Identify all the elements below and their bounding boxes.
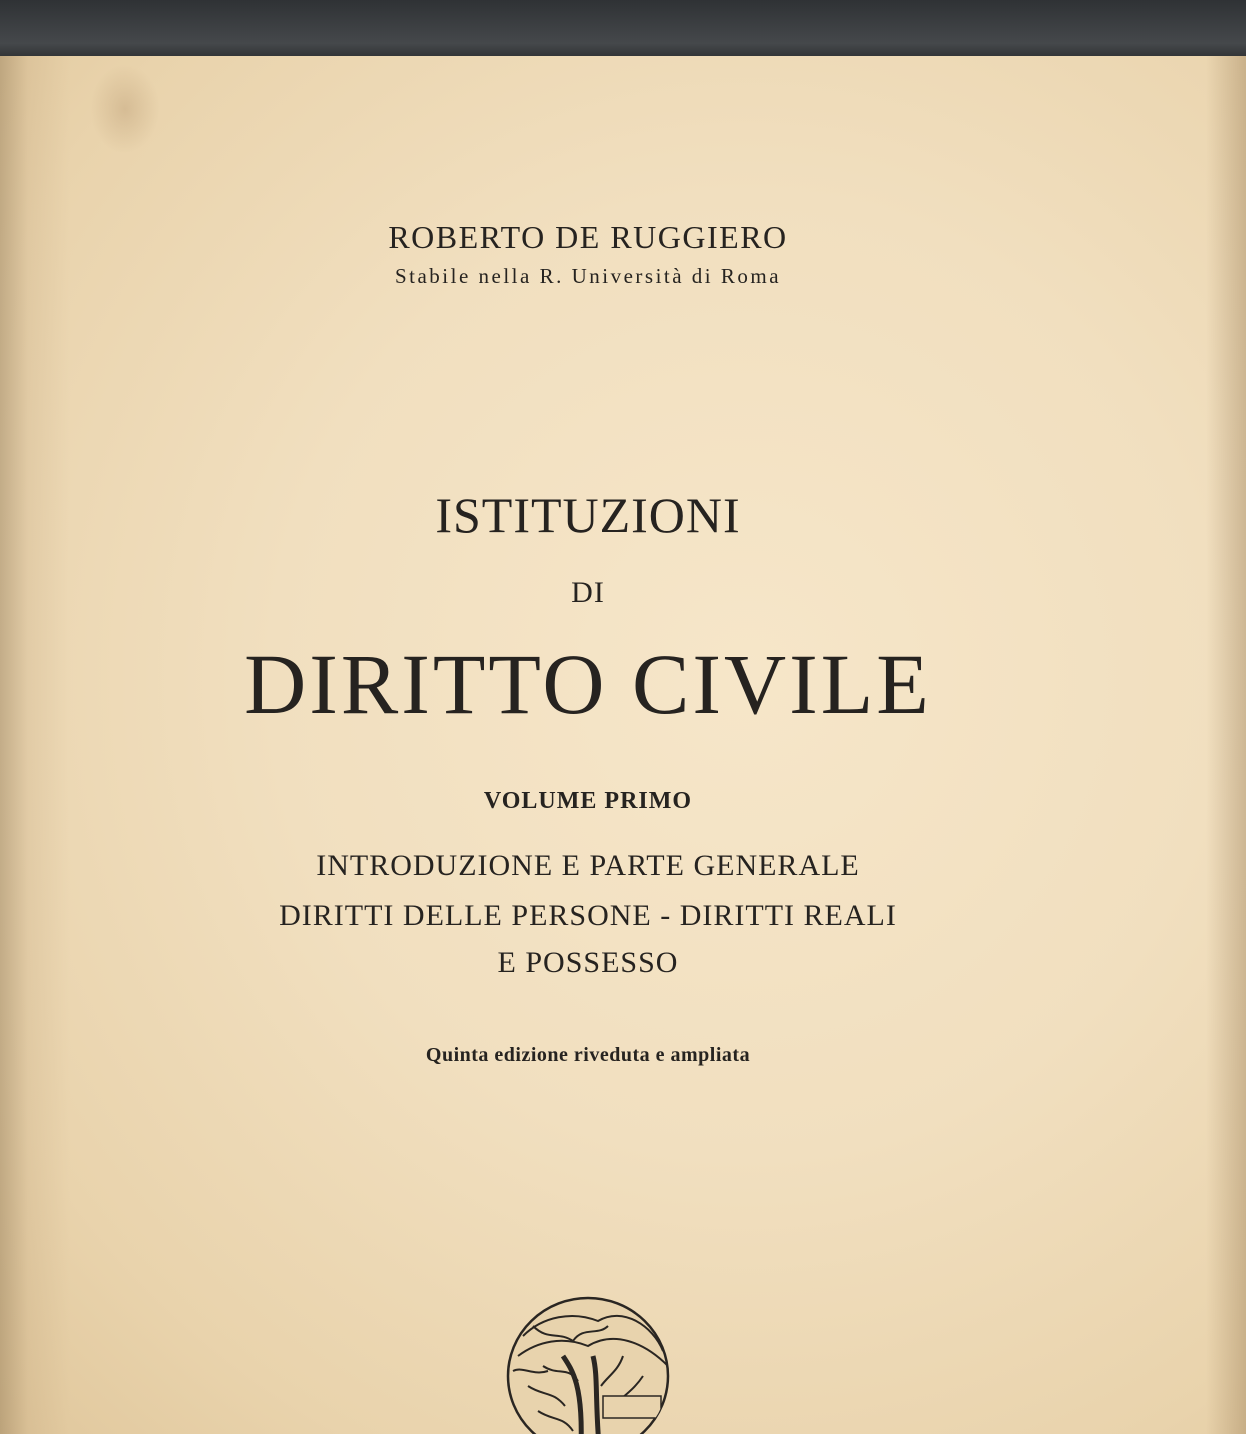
- page-edge-shadow: [1206, 56, 1246, 1434]
- author-name: ROBERTO DE RUGGIERO: [388, 219, 788, 255]
- subtitle-line-3: E POSSESSO: [497, 946, 679, 979]
- title-line-2: DI: [571, 576, 605, 609]
- volume-label: VOLUME PRIMO: [483, 788, 693, 814]
- publisher-seal-icon: [503, 1296, 673, 1434]
- paper-stain: [90, 64, 160, 154]
- title-page: [0, 56, 1246, 1434]
- title-line-1: ISTITUZIONI: [435, 487, 741, 543]
- subtitle-line-2: DIRITTI DELLE PERSONE - DIRITTI REALI: [279, 899, 897, 932]
- author-position: Stabile nella R. Università di Roma: [394, 264, 782, 288]
- subtitle-line-1: INTRODUZIONE E PARTE GENERALE: [316, 849, 860, 882]
- spine-shadow: [0, 56, 70, 1434]
- edition-note: Quinta edizione riveduta e ampliata: [425, 1044, 751, 1066]
- background-edge: [0, 0, 1246, 62]
- title-line-3: DIRITTO CIVILE: [244, 636, 932, 732]
